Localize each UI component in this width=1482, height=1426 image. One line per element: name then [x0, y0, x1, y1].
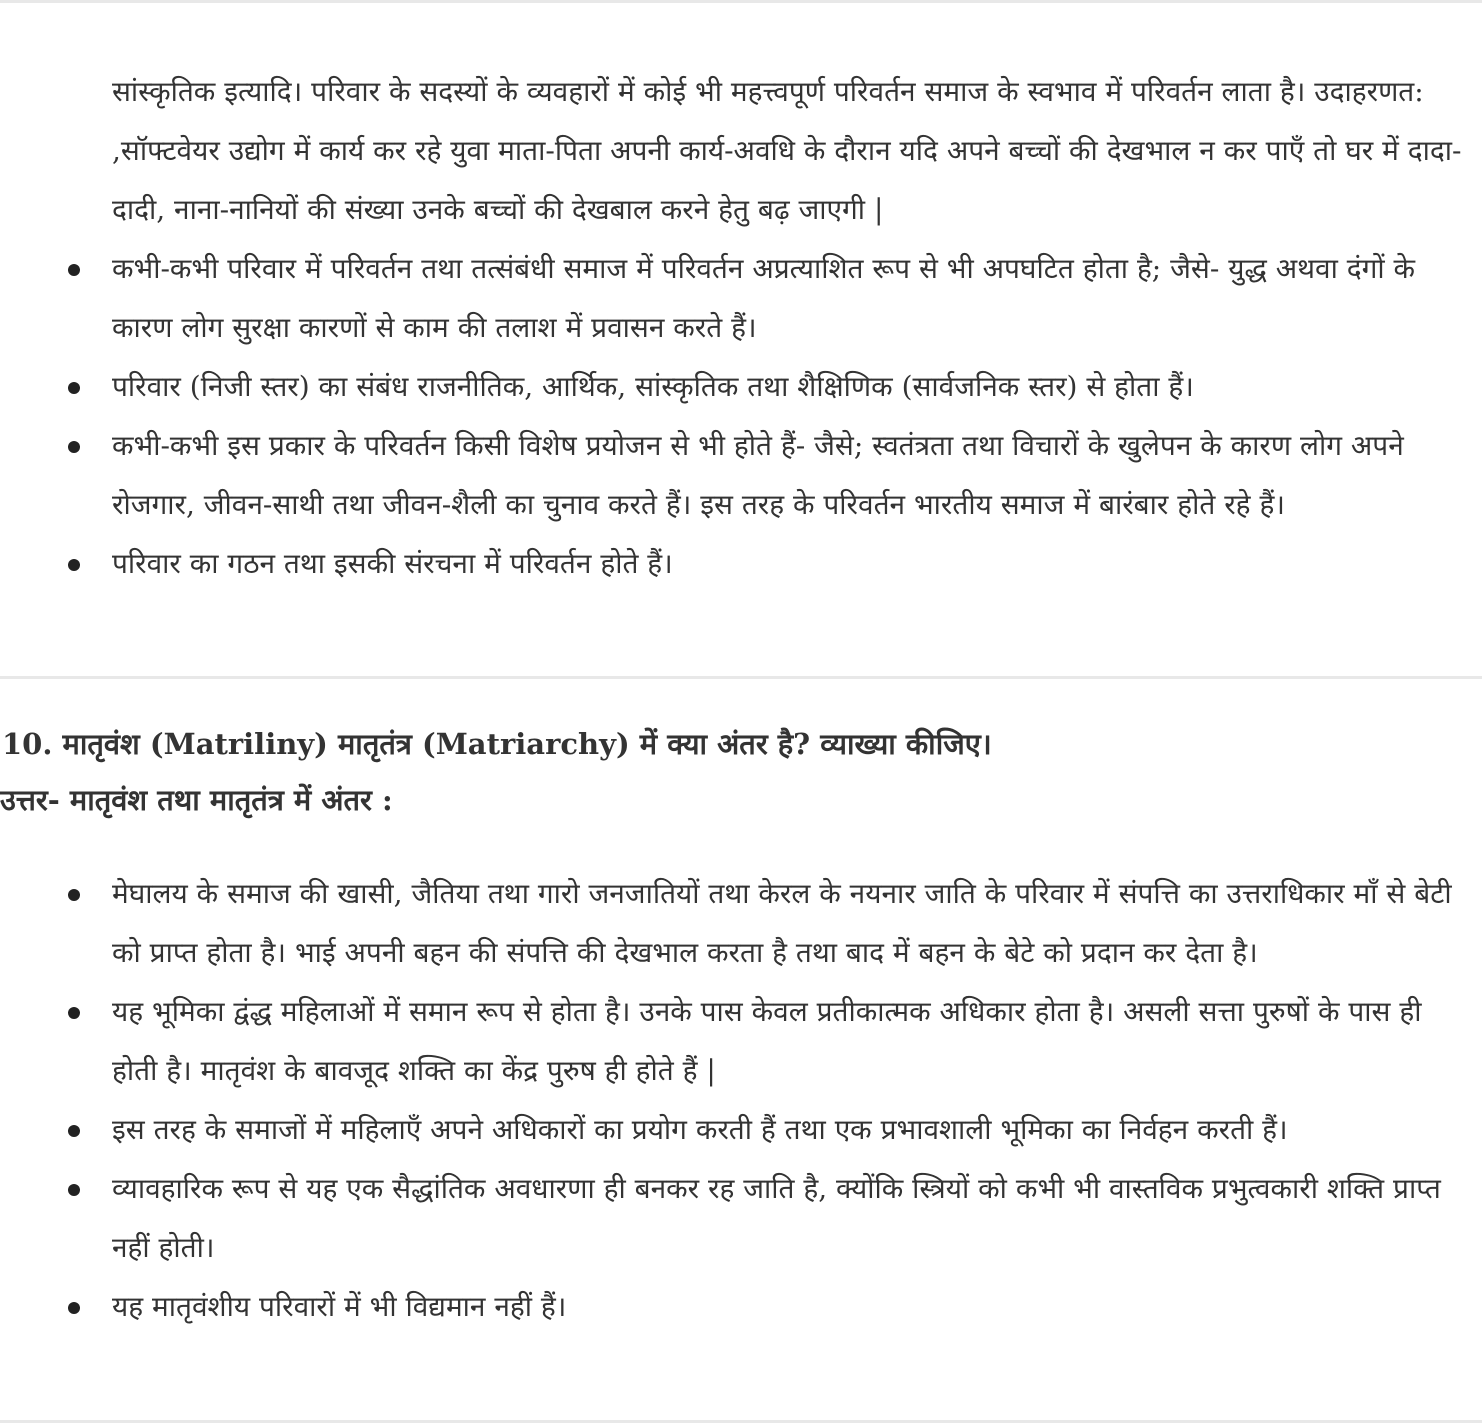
- answer-heading: उत्तर- मातृवंश तथा मातृतंत्र में अंतर :: [0, 783, 393, 817]
- list-item: यह मातृवंशीय परिवारों में भी विद्यमान नहीं हैं।: [0, 1277, 1482, 1336]
- list-item: व्यावहारिक रूप से यह एक सैद्धांतिक अवधारणा ही बनकर रह जाति है, क्योंकि स्त्रियों को कभी भी वास्तविक प्रभुत्वकारी शक्ति प्राप्त नहीं होती।: [0, 1159, 1482, 1277]
- bottom-divider: [0, 1420, 1482, 1423]
- list-item: परिवार का गठन तथा इसकी संरचना में परिवर्तन होते हैं।: [0, 534, 1482, 593]
- question-header: [0, 716, 1482, 828]
- top-divider: [0, 0, 1482, 3]
- list-item: परिवार (निजी स्तर) का संबंध राजनीतिक, आर्थिक, सांस्कृतिक तथा शैक्षिणिक (सार्वजनिक स्तर) से होता हैं।: [0, 357, 1482, 416]
- list-item: कभी-कभी इस प्रकार के परिवर्तन किसी विशेष प्रयोजन से भी होते हैं- जैसे; स्वतंत्रता तथा विचारों के खुलेपन के कारण लोग अपने रोजगार, जीवन-साथी तथा जीवन-शैली का चुनाव करते हैं। इस तरह के परिवर्तन भारतीय समाज में बारंबार होते रहे हैं।: [0, 416, 1482, 534]
- section-divider: [0, 676, 1482, 679]
- question-heading: 10. मातृवंश (Matriliny) मातृतंत्र (Matriarchy) में क्या अंतर है? व्याख्या कीजिए।: [2, 727, 992, 761]
- continuation-paragraph: सांस्कृतिक इत्यादि। परिवार के सदस्यों के व्यवहारों में कोई भी महत्त्वपूर्ण परिवर्तन समाज के स्वभाव में परिवर्तन लाता है। उदाहरणत: ,सॉफ्टवेयर उद्योग में कार्य कर रहे युवा माता-पिता अपनी कार्य-अवधि के दौरान यदि अपने बच्चों की देखभाल न कर पाएँ तो घर में दादा-दादी, नाना-नानियों की संख्या उनके बच्चों की देखबाल करने हेतु बढ़ जाएगी |: [112, 75, 1462, 226]
- answer-bullet-list: [0, 864, 1482, 1336]
- top-bullet-list: [0, 239, 1482, 593]
- list-item: मेघालय के समाज की खासी, जैतिया तथा गारो जनजातियों तथा केरल के नयनार जाति के परिवार में संपत्ति का उत्तराधिकार माँ से बेटी को प्राप्त होता है। भाई अपनी बहन की संपत्ति की देखभाल करता है तथा बाद में बहन के बेटे को प्रदान कर देता है।: [0, 864, 1482, 982]
- list-item: कभी-कभी परिवार में परिवर्तन तथा तत्संबंधी समाज में परिवर्तन अप्रत्याशित रूप से भी अपघटित होता है; जैसे- युद्ध अथवा दंगों के कारण लोग सुरक्षा कारणों से काम की तलाश में प्रवासन करते हैं।: [0, 239, 1482, 357]
- list-item: इस तरह के समाजों में महिलाएँ अपने अधिकारों का प्रयोग करती हैं तथा एक प्रभावशाली भूमिका का निर्वहन करती हैं।: [0, 1100, 1482, 1159]
- top-content-section: [0, 62, 1482, 593]
- list-item: यह भूमिका द्वंद्ध महिलाओं में समान रूप से होता है। उनके पास केवल प्रतीकात्मक अधिकार होता है। असली सत्ता पुरुषों के पास ही होती है। मातृवंश के बावजूद शक्ति का केंद्र पुरुष ही होते हैं |: [0, 982, 1482, 1100]
- answer-content-section: [0, 864, 1482, 1336]
